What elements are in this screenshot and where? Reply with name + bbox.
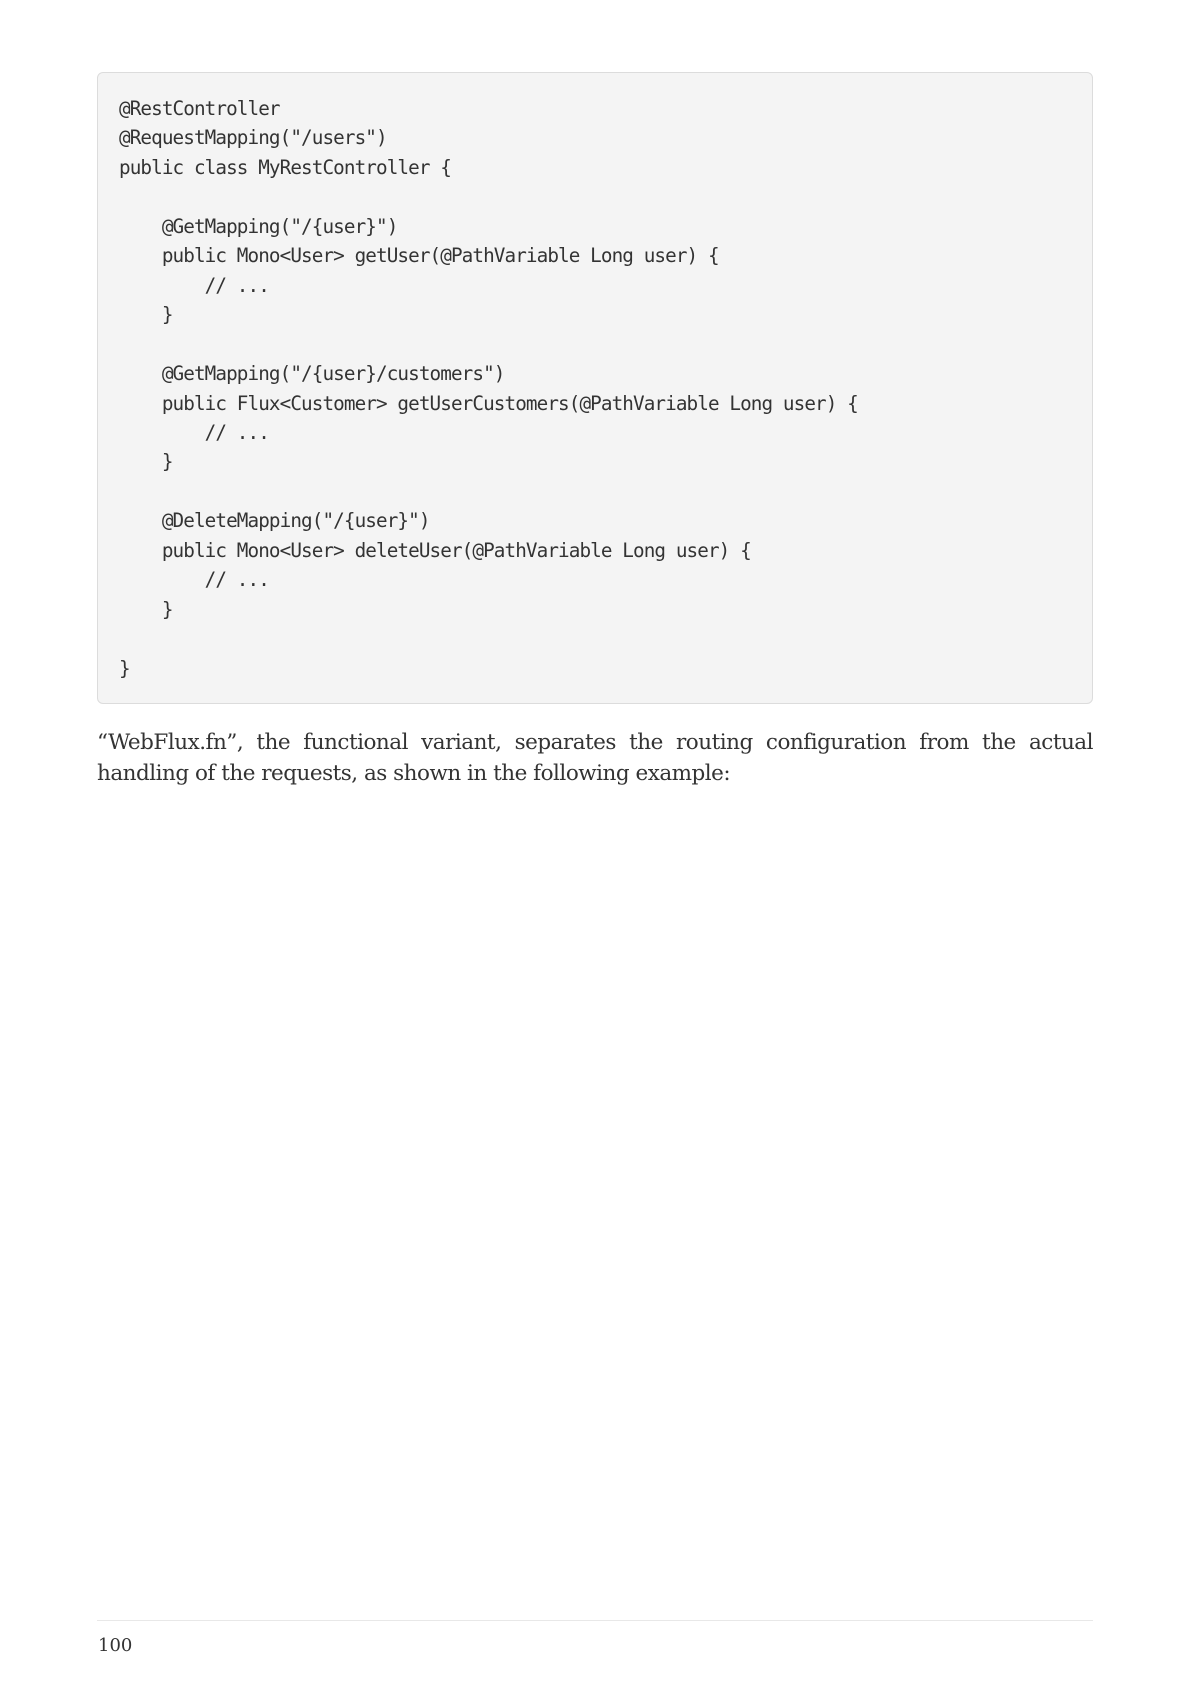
footer-divider xyxy=(97,1620,1093,1621)
code-listing xyxy=(97,72,1093,704)
code-content: @RestController @RequestMapping("/users") public class MyRestController { @GetMapping("/{user}") public Mono<User> getUser(@PathVariable Long user) { // ... } @GetMapping("/{user}/customers") public Flux<Customer> getUserCustomers(@PathVariable Long user) { // ... } @DeleteMapping("/{user}") public Mono<User> deleteUser(@PathVariable Long user) { // ... } } xyxy=(119,97,858,680)
page-number: 100 xyxy=(98,1635,133,1656)
body-paragraph: “WebFlux.fn”, the functional variant, separates the routing configuration from the actual handling of the requests, as shown in the following example: xyxy=(97,730,1093,786)
